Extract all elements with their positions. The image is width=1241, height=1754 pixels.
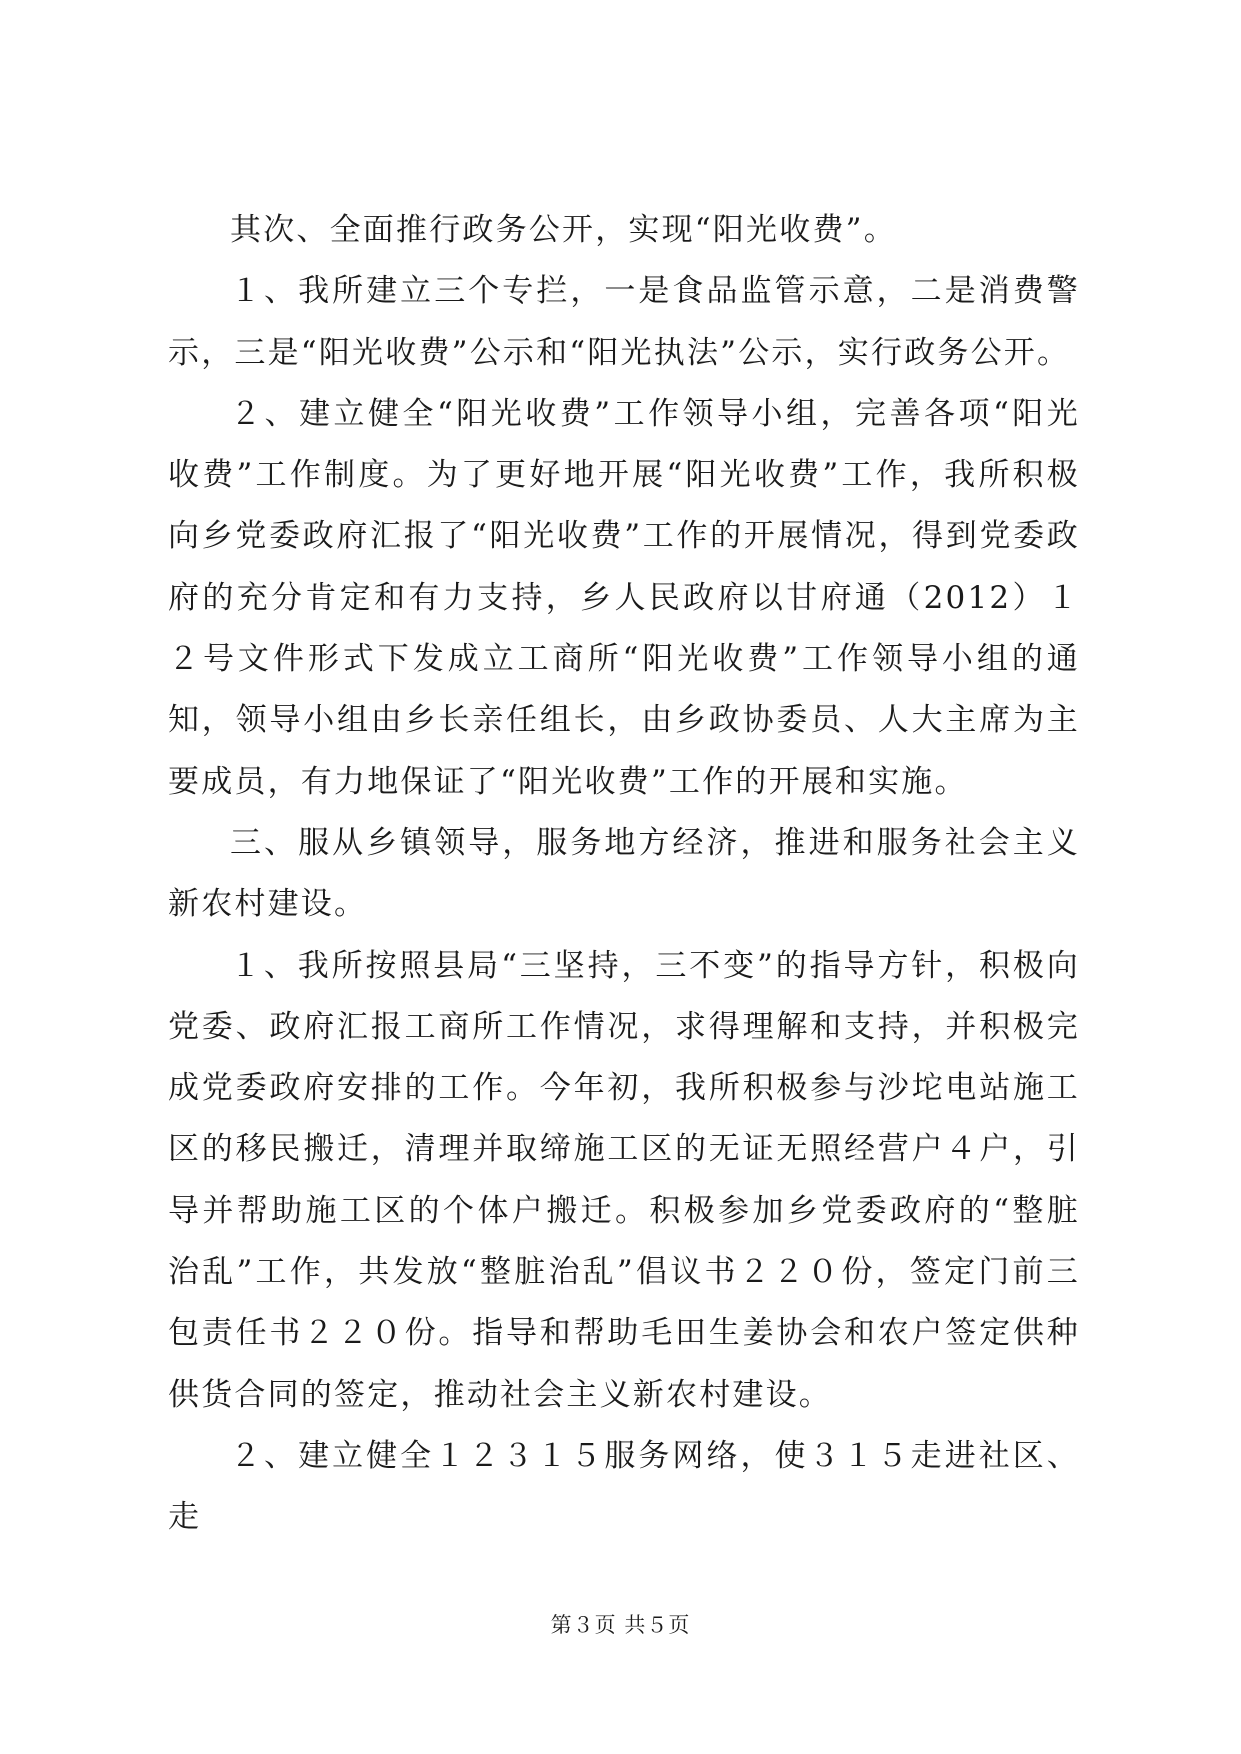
paragraph-2: １、我所建立三个专拦，一是食品监管示意，二是消费警示，三是“阳光收费”公示和“阳光执法”公示，实行政务公开。 (168, 273, 1080, 371)
document-body (168, 200, 1080, 1549)
paragraph-4: 三、服从乡镇领导，服务地方经济，推进和服务社会主义新农村建设。 (168, 824, 1080, 923)
page-footer: 第３页 共５页 (550, 1613, 691, 1637)
paragraph-6: ２、建立健全１２３１５服务网络，使３１５走进社区、走 (168, 1437, 1080, 1536)
paragraph-1: 其次、全面推行政务公开，实现“阳光收费”。 (230, 212, 897, 248)
paragraph-5: １、我所按照县局“三坚持，三不变”的指导方针，积极向党委、政府汇报工商所工作情况，求得理解和支持，并积极完成党委政府安排的工作。今年初，我所积极参与沙坨电站施工区的移民搬迁，清理并取缔施工区的无证无照经营户４户，引导并帮助施工区的个体户搬迁。积极参加乡党委政府的“整脏治乱”工作，共发放“整脏治乱”倡议书２２０份，签定门前三包责任书２２０份。指导和帮助毛田生姜协会和农户签定供种供货合同的签定，推动社会主义新农村建设。 (168, 947, 1080, 1413)
paragraph-3: ２、建立健全“阳光收费”工作领导小组，完善各项“阳光收费”工作制度。为了更好地开展“阳光收费”工作，我所积极向乡党委政府汇报了“阳光收费”工作的开展情况，得到党委政府的充分肯定和有力支持，乡人民政府以甘府通（2012）１２号文件形式下发成立工商所“阳光收费”工作领导小组的通知，领导小组由乡长亲任组长，由乡政协委员、人大主席为主要成员，有力地保证了“阳光收费”工作的开展和实施。 (168, 395, 1080, 800)
